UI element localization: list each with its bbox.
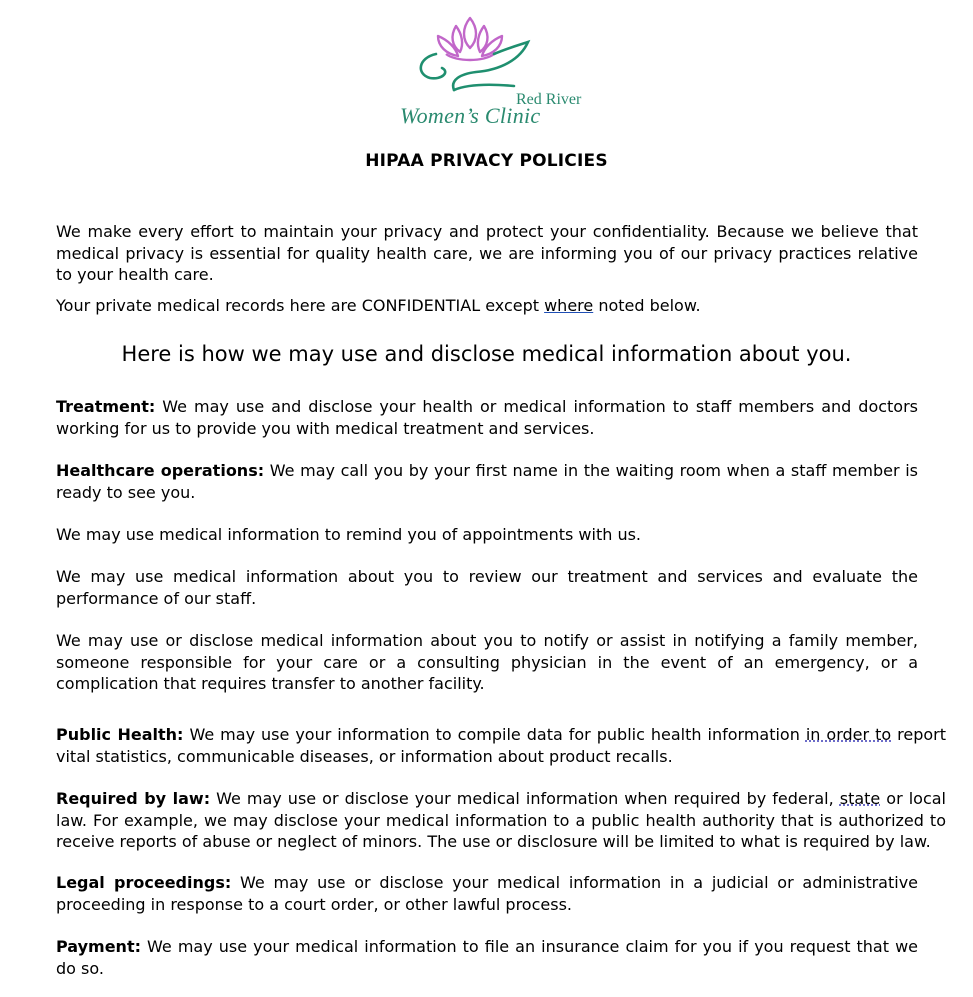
underlined-word-where: where <box>544 296 594 315</box>
required-by-law-text-end: or local law. For example, we may disclose your medical information to a public health authority that is authorized to receive reports of abuse or neglect of minors. The use or disclosure will be limited to what is required by law. <box>56 789 946 851</box>
section-heading: Here is how we may use and disclose medical information about you. <box>121 342 852 366</box>
payment-paragraph <box>56 936 918 979</box>
public-health-paragraph <box>56 724 946 767</box>
payment-text: We may use your medical information to file an insurance claim for you if you request that we do so. <box>56 937 918 978</box>
healthcare-operations-label: Healthcare operations: <box>56 461 265 480</box>
healthcare-operations-paragraph <box>56 460 918 503</box>
confidential-text: Your private medical records here are CONFIDENTIAL except <box>56 296 545 315</box>
legal-proceedings-text: We may use or disclose your medical information in a judicial or administrative proceeding in response to a court order, or other lawful process. <box>56 873 919 914</box>
public-health-text-end: report vital statistics, communicable diseases, or information about product recalls. <box>56 725 947 766</box>
legal-proceedings-label: Legal proceedings: <box>56 873 232 892</box>
confidential-text-end: noted below. <box>593 296 701 315</box>
page-title: HIPAA PRIVACY POLICIES <box>365 151 608 171</box>
treatment-paragraph <box>56 396 918 439</box>
dotted-phrase-in-order-to: in order to <box>805 725 892 744</box>
logo-line-womens-clinic: Women’s Clinic <box>400 103 541 128</box>
treatment-label: Treatment: <box>56 397 156 416</box>
public-health-text: We may use your information to compile data for public health information <box>183 725 806 744</box>
clinic-logo <box>396 14 582 128</box>
required-by-law-label: Required by law: <box>56 789 211 808</box>
healthcare-operations-text: We may call you by your first name in the waiting room when a staff member is ready to see you. <box>56 461 919 502</box>
notify-paragraph: We may use or disclose medical information about you to notify or assist in notifying a family member, someone responsible for your care or a consulting physician in the event of an emergency, or a complication that requires transfer to another facility. <box>56 631 918 693</box>
confidential-paragraph <box>56 295 918 317</box>
public-health-label: Public Health: <box>56 725 184 744</box>
treatment-text: We may use and disclose your health or medical information to staff members and doctors working for us to provide you with medical treatment and services. <box>56 397 918 438</box>
legal-proceedings-paragraph <box>56 872 918 915</box>
dotted-word-state: state <box>839 789 881 808</box>
appointments-paragraph: We may use medical information to remind you of appointments with us. <box>56 525 642 544</box>
required-by-law-text: We may use or disclose your medical information when required by federal, <box>210 789 840 808</box>
review-paragraph: We may use medical information about you to review our treatment and services and evaluate the performance of our staff. <box>56 567 918 608</box>
intro-paragraph: We make every effort to maintain your privacy and protect your confidentiality. Because we believe that medical privacy is essential for quality health care, we are informing you of our privacy practices relative to your health care. <box>56 222 918 284</box>
logo-line-red-river: Red River <box>516 91 582 108</box>
payment-label: Payment: <box>56 937 141 956</box>
required-by-law-paragraph <box>56 788 946 853</box>
